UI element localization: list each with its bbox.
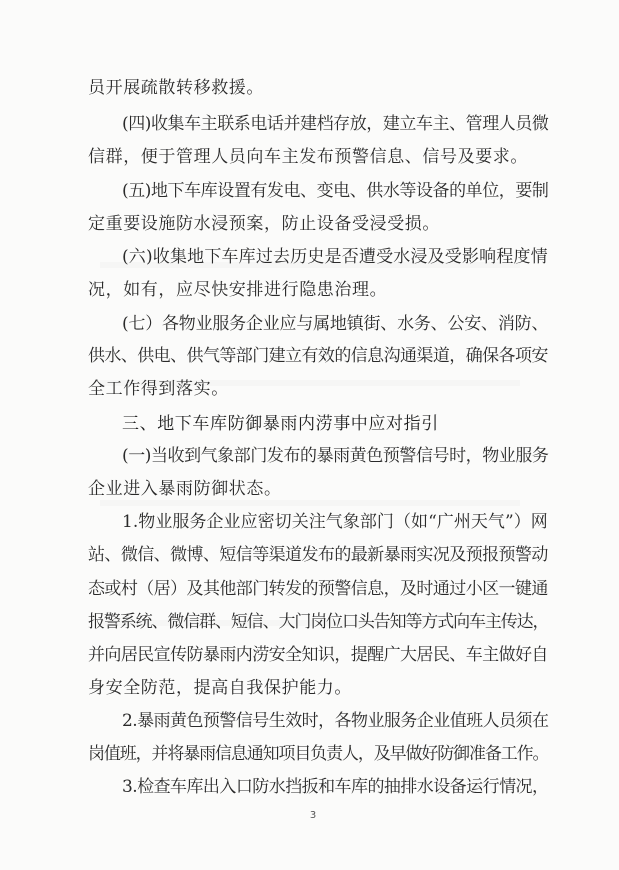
body-line: 全工作得到落实。 [88, 379, 229, 399]
paragraph-six-start: (六)收集地下车库过去历史是否遭受水浸及受影响程度情 [122, 247, 548, 267]
item-three-start: 3.检查车库出入口防水挡扳和车库的抽排水设备运行情况， [122, 777, 549, 797]
body-line: 并向居民宣传防暴雨内涝安全知识，提醒广大居民、车主做好自 [88, 645, 548, 665]
item-two-start: 2.暴雨黄色预警信号生效时，各物业服务企业值班人员须在 [122, 711, 549, 731]
item-one-start: 1.物业服务企业应密切关注气象部门（如“广州天气”）网 [122, 512, 548, 532]
paragraph-seven-start: (七）各物业服务企业应与属地镇街、水务、公安、消防、 [122, 314, 549, 334]
body-line: 身安全防范，提高自我保护能力。 [88, 678, 352, 698]
body-line: 报警系统、微信群、短信、大门岗位口头告知等方式向车主传达， [88, 612, 549, 632]
body-line: 员开展疏散转移救援。 [88, 78, 264, 98]
body-line: 岗值班，并将暴雨信息通知项目负责人，及早做好防御准备工作。 [88, 744, 549, 764]
body-line: 供水、供电、供气等部门建立有效的信息沟通渠道，确保各项安 [88, 346, 548, 366]
body-line: 站、微信、微博、短信等渠道发布的最新暴雨实况及预报预警动 [88, 545, 548, 565]
section-heading: 三、地下车库防御暴雨内涝事中应对指引 [122, 414, 439, 434]
paragraph-five-start: (五)地下车库设置有发电、变电、供水等设备的单位，要制 [122, 181, 549, 201]
body-line: 信群，便于管理人员向车主发布预警信息、信号及要求。 [88, 147, 528, 167]
body-line: 定重要设施防水浸预案，防止设备受浸受损。 [88, 214, 440, 234]
subsection-one-start: (一)当收到气象部门发布的暴雨黄色预警信号时，物业服务 [122, 446, 549, 466]
paragraph-four-start: (四)收集车主联系电话并建档存放，建立车主、管理人员微 [122, 114, 549, 134]
body-line: 况，如有，应尽快安排进行隐患治理。 [88, 280, 388, 300]
body-line: 企业进入暴雨防御状态。 [88, 479, 282, 499]
page-number: 3 [309, 810, 317, 821]
body-line: 态或村（居）及其他部门转发的预警信息，及时通过小区一键通 [88, 579, 548, 599]
